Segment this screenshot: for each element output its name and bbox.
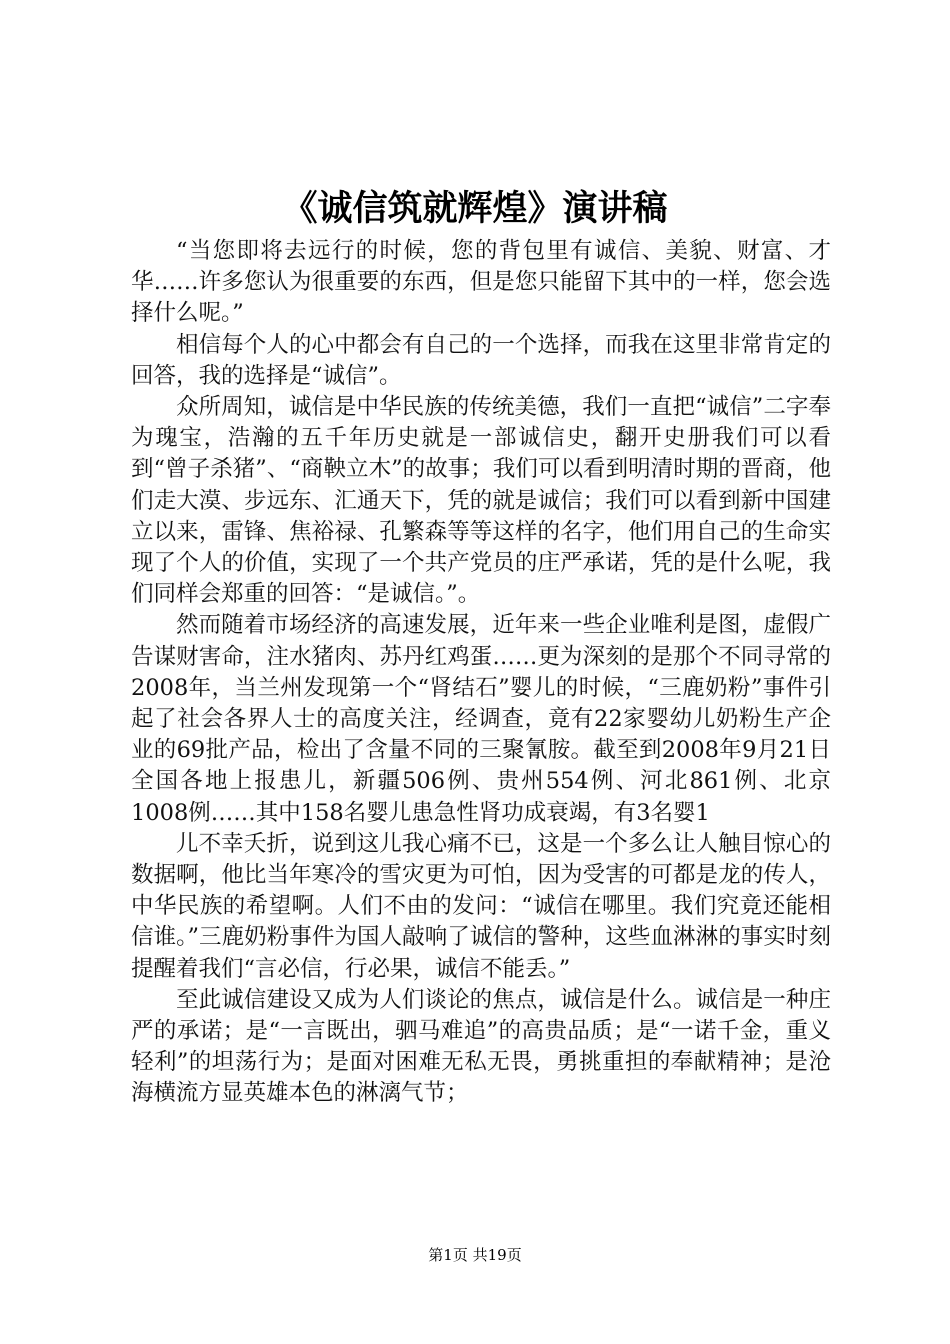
paragraph: 儿不幸夭折，说到这儿我心痛不已，这是一个多么让人触目惊心的数据啊，他比当年寒冷的雪灾更为可怕，因为受害的可都是龙的传人，中华民族的希望啊。人们不由的发问：“诚信在哪里。我们究竟还能相信谁。”三鹿奶粉事件为国人敲响了诚信的警种，这些血淋淋的事实时刻提醒着我们“言必信，行必果，诚信不能丢。” xyxy=(131,830,831,982)
paragraph: 至此诚信建设又成为人们谈论的焦点，诚信是什么。诚信是一种庄严的承诺；是“一言既出，驷马难追”的高贵品质；是“一诺千金，重义轻利”的坦荡行为；是面对困难无私无畏，勇挑重担的奉献精神；是沧海横流方显英雄本色的淋漓气节； xyxy=(131,986,831,1107)
document-title: 《诚信筑就辉煌》演讲稿 xyxy=(282,188,668,229)
paragraph: 众所周知，诚信是中华民族的传统美德，我们一直把“诚信”二字奉为瑰宝，浩瀚的五千年历史就是一部诚信史，翻开史册我们可以看到“曾子杀猪”、“商鞅立木”的故事；我们可以看到明清时期的晋商，他们走大漠、步远东、汇通天下，凭的就是诚信；我们可以看到新中国建立以来，雷锋、焦裕禄、孔繁森等等这样的名字，他们用自己的生命实现了个人的价值，实现了一个共产党员的庄严承诺，凭的是什么呢，我们同样会郑重的回答：“是诚信。”。 xyxy=(131,394,831,608)
paragraph: 然而随着市场经济的高速发展，近年来一些企业唯利是图，虚假广告谋财害命，注水猪肉、苏丹红鸡蛋……更为深刻的是那个不同寻常的2008年，当兰州发现第一个“肾结石”婴儿的时候，“三鹿奶粉”事件引起了社会各界人士的高度关注，经调查，竟有22家婴幼儿奶粉生产企业的69批产品，检出了含量不同的三聚氰胺。截至到2008年9月21日全国各地上报患儿，新疆506例、贵州554例、河北861例、北京1008例……其中158名婴儿患急性肾功成衰竭，有3名婴1 xyxy=(131,612,831,826)
document-body xyxy=(131,236,831,1110)
paragraph: 相信每个人的心中都会有自己的一个选择，而我在这里非常肯定的回答，我的选择是“诚信”。 xyxy=(131,331,831,389)
page-number-footer: 第1页 共19页 xyxy=(428,1246,522,1264)
paragraph: “当您即将去远行的时候，您的背包里有诚信、美貌、财富、才华……许多您认为很重要的东西，但是您只能留下其中的一样，您会选择什么呢。” xyxy=(131,238,831,327)
